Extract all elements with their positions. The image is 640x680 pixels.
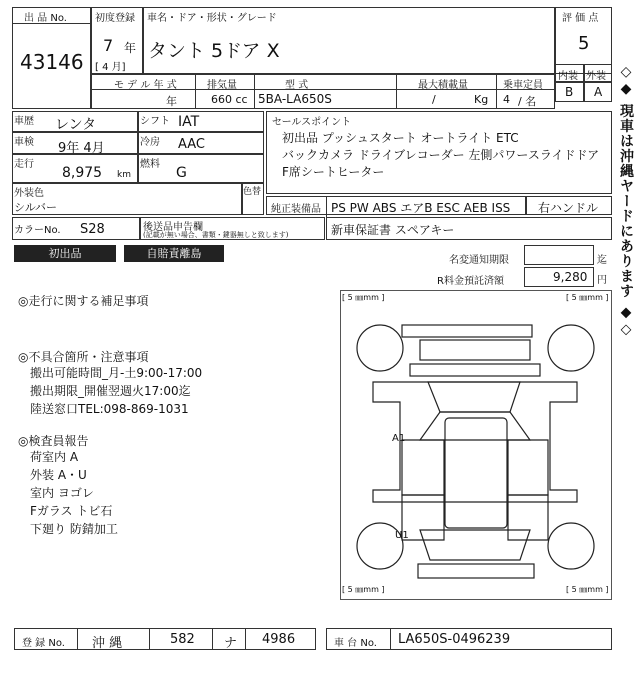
front-grille — [420, 340, 530, 360]
first-reg-label: 初度登録 — [95, 13, 135, 24]
defect-line: 搬出期限_開催翌週火17:00迄 — [30, 384, 191, 398]
hood — [428, 382, 520, 412]
history-label: 車歴 — [14, 116, 34, 127]
first-reg-month: [ 4 月] — [95, 62, 126, 73]
tire-rear-right — [548, 523, 594, 569]
grade-label: 評 価 点 — [562, 13, 599, 24]
defect-line: 搬出可能時間_月-土9:00-17:00 — [30, 366, 203, 380]
tire-label-fl: [ 5 ㎜mm ] — [342, 293, 385, 302]
tire-label-fr: [ 5 ㎜mm ] — [566, 293, 609, 302]
shift-label: シフト — [140, 116, 170, 127]
mileage-unit: km — [117, 170, 131, 180]
sales-point-line: F席シートヒーター — [282, 165, 385, 179]
max-load-label: 最大積載量 — [418, 80, 468, 91]
lot-number: 43146 — [20, 50, 84, 74]
car-diagram — [340, 290, 612, 600]
recycle-unit: 円 — [597, 275, 607, 286]
chassis-divider — [390, 628, 391, 650]
equipment-value: PS PW ABS エアB ESC AEB ISS — [331, 201, 511, 215]
rear-glass — [420, 530, 530, 560]
reg-label: 登 録 No. — [22, 638, 65, 649]
reg-area: 沖 縄 — [92, 636, 123, 651]
recycle-value: 9,280 — [553, 270, 588, 284]
reg-class: 582 — [170, 632, 195, 647]
reg-divider — [212, 628, 213, 650]
after-note: (記載が無い場合、書類・鍵器無しと致します) — [143, 231, 289, 239]
inspection-value: 9年 4月 — [58, 141, 105, 156]
tire-front-left — [357, 325, 403, 371]
displacement-value: 660 cc — [211, 93, 248, 106]
liability-tag: 自賠責離島 — [124, 245, 224, 262]
capacity-value: 4 — [503, 93, 510, 106]
mileage-label: 走行 — [14, 159, 34, 170]
spec-divider — [396, 74, 397, 109]
inspector-line: 下廻り 防錆加工 — [30, 522, 118, 536]
inspection-label: 車検 — [14, 137, 34, 148]
equipment-label: 純正装備品 — [271, 204, 321, 215]
driving-notes-title: ◎走行に関する補足事項 — [18, 294, 149, 308]
reg-divider — [149, 628, 150, 650]
exterior-value: A — [594, 85, 603, 99]
model-year-unit: 年 — [166, 95, 177, 108]
chassis-label: 車 台 No. — [334, 638, 377, 649]
sales-point-line: 初出品 プッシュスタート オートライト ETC — [282, 131, 519, 145]
interior-label: 内装 — [558, 71, 578, 82]
fuel-value: G — [176, 165, 187, 181]
inspector-title: ◎検査員報告 — [18, 434, 89, 448]
reg-number: 4986 — [262, 632, 296, 647]
windshield — [420, 412, 530, 440]
capacity-label: 乗車定員 — [503, 80, 543, 91]
deadline-box — [524, 245, 594, 265]
tire-label-rr: [ 5 ㎜mm ] — [566, 585, 609, 594]
grade-value: 5 — [578, 33, 590, 54]
side-banner: ◇◆ 現車は沖縄ヤードにあります ◆◇ — [618, 64, 634, 339]
model-name: タント 5ドア X — [148, 40, 280, 62]
fuel-label: 燃料 — [140, 159, 160, 170]
ext-color-label: 外装色 — [14, 188, 44, 199]
reg-kana: ナ — [224, 636, 238, 651]
damage-mark-a1: A1 — [392, 433, 406, 444]
ext-color-value: シルバー — [14, 201, 57, 214]
exterior-label: 外装 — [586, 71, 606, 82]
color-change-label: 色替 — [243, 187, 262, 197]
front-bumper — [402, 325, 532, 337]
color-no-value: S28 — [80, 222, 105, 237]
door-left-front — [402, 440, 444, 495]
chassis-value: LA650S-0496239 — [398, 632, 511, 647]
ac-value: AAC — [178, 137, 205, 152]
inspector-line: 外装 A・U — [30, 468, 87, 482]
color-no-label: カラーNo. — [14, 225, 61, 236]
model-label: 車名・ドア・形状・グレード — [147, 13, 277, 24]
lot-label: 出 品 No. — [24, 13, 67, 24]
type-label: 型 式 — [285, 80, 309, 91]
defect-title: ◎不具合箇所・注意事項 — [18, 350, 149, 364]
rear-bumper — [418, 564, 534, 578]
max-load-unit: Kg — [474, 93, 489, 106]
inspector-line: Fガラス トビ石 — [30, 504, 113, 518]
reg-divider — [245, 628, 246, 650]
max-load-value: / — [432, 93, 436, 106]
deadline-label: 名変通知期限 — [449, 255, 509, 266]
reg-divider — [77, 628, 78, 650]
tire-label-rl: [ 5 ㎜mm ] — [342, 585, 385, 594]
inspector-line: 室内 ヨゴレ — [30, 486, 94, 500]
first-reg-year-unit: 年 — [124, 41, 137, 55]
sales-point-label: セールスポイント — [272, 117, 352, 128]
front-lower — [410, 364, 540, 376]
capacity-unit: / 名 — [518, 95, 537, 108]
spec-divider — [195, 74, 196, 109]
defect-line: 陸送窓口TEL:098-869-1031 — [30, 402, 189, 416]
ac-label: 冷房 — [140, 137, 160, 148]
model-year-label: モ デ ル 年 式 — [114, 80, 177, 91]
displacement-label: 排気量 — [207, 80, 237, 91]
inspector-line: 荷室内 A — [30, 450, 79, 464]
sales-point-line: バックカメラ ドライブレコーダー 左側パワースライドドア — [282, 148, 600, 162]
history-value: レンタ — [55, 117, 97, 133]
mileage-value: 8,975 — [62, 165, 103, 181]
first-listing-tag: 初出品 — [14, 245, 116, 262]
interior-value: B — [565, 85, 574, 99]
deadline-suffix: 迄 — [597, 255, 607, 266]
shift-value: IAT — [178, 114, 200, 130]
damage-mark-u1: U1 — [395, 530, 409, 541]
spec-divider — [496, 74, 497, 109]
type-value: 5BA-LA650S — [258, 92, 332, 106]
warranty-value: 新車保証書 スペアキー — [331, 223, 455, 237]
tire-front-right — [548, 325, 594, 371]
spec-divider — [254, 74, 255, 109]
roof — [445, 418, 507, 528]
after-label: 後送品申告欄 — [143, 222, 203, 233]
first-reg-year: 7 — [103, 36, 114, 55]
door-right-front — [508, 440, 548, 495]
handle-value: 右ハンドル — [538, 201, 599, 215]
recycle-label: R料金預託済額 — [437, 276, 504, 287]
